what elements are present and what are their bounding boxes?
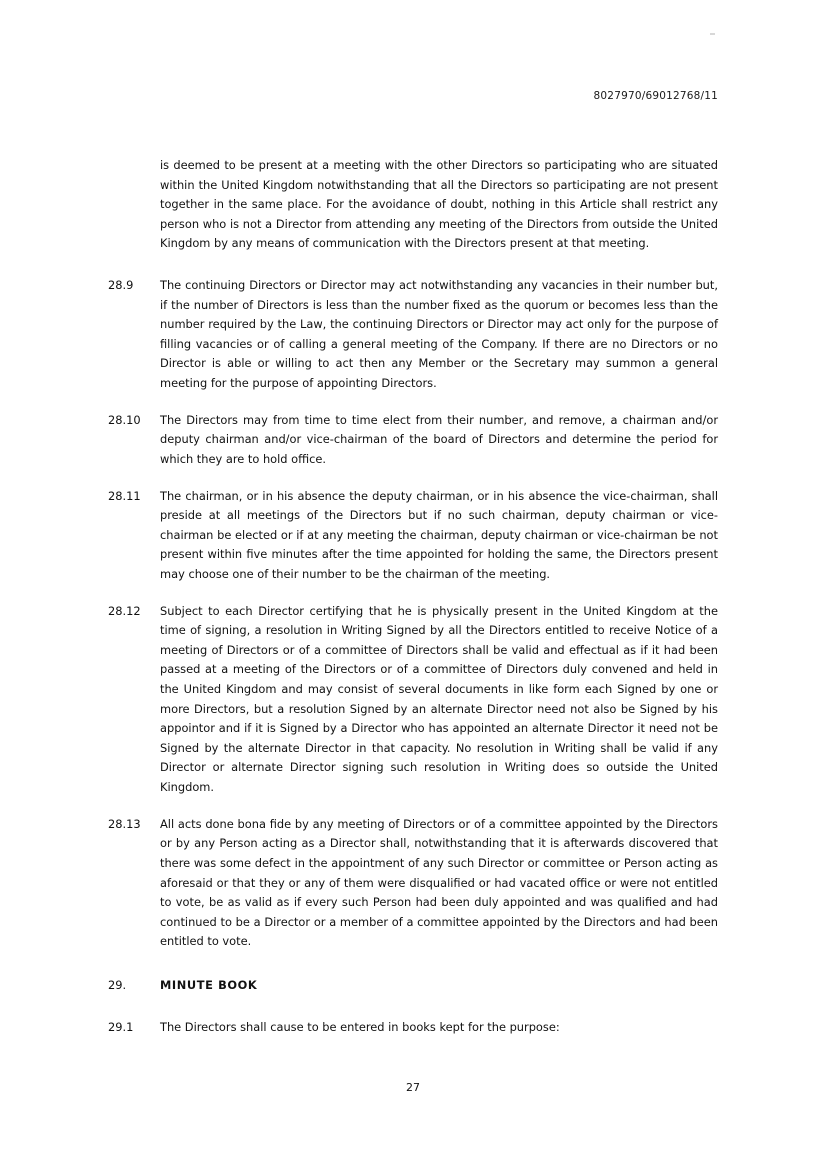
section-number: 29. [108, 977, 127, 992]
clause-number: 28.12 [108, 603, 141, 618]
clause-number: 28.9 [108, 278, 134, 293]
clause-text: The chairman, or in his absence the deputy chairman, or in his absence the vice-chairman, shall preside at all meetings of the Directors but if no such chairman, deputy chairman or vice-chairman be elected or if at any meeting the chairman, deputy chairman or vice-chairman be not present within five minutes after the time appointed for holding the same, the Directors present may choose one of their number to be the chairman of the meeting. [160, 488, 718, 581]
scan-speck [710, 33, 715, 35]
clause-28-11 [108, 487, 718, 585]
document-reference: 8027970/69012768/11 [593, 90, 718, 102]
clause-text: is deemed to be present at a meeting with the other Directors so participating who are situated within the United Kingdom notwithstanding that all the Directors so participating are not present together in the same place. For the avoidance of doubt, nothing in this Article shall restrict any person who is not a Director from attending any meeting of the Directors from outside the United Kingdom by any means of communication with the Directors present at that meeting. [160, 158, 718, 251]
clause-text: The Directors shall cause to be entered in books kept for the purpose: [160, 1019, 560, 1034]
clause-29-1 [108, 1018, 718, 1038]
clause-number: 28.10 [108, 412, 141, 427]
clause-number: 29.1 [108, 1019, 134, 1034]
document-content [108, 156, 718, 1054]
clause-number: 28.13 [108, 816, 141, 831]
clause-28-9 [108, 276, 718, 394]
clause-text: The Directors may from time to time elect from their number, and remove, a chairman and/or deputy chairman and/or vice-chairman of the board of Directors and determine the period for which they are to hold office. [160, 412, 718, 466]
clause-28-10 [108, 411, 718, 470]
clause-text: Subject to each Director certifying that he is physically present in the United Kingdom at the time of signing, a resolution in Writing Signed by all the Directors entitled to receive Notice of a meeting of Directors or of a committee of Directors shall be valid and effectual as if it had been passed at a meeting of the Directors or of a committee of Directors duly convened and held in the United Kingdom and may consist of several documents in like form each Signed by one or more Directors, but a resolution Signed by an alternate Director need not also be Signed by his appointor and if it is Signed by a Director who has appointed an alternate Director it need not be Signed by the alternate Director in that capacity. No resolution in Writing shall be valid if any Director or alternate Director signing such resolution in Writing does so outside the United Kingdom. [160, 603, 718, 795]
clause-28-12 [108, 602, 718, 798]
paragraph-continuation [108, 156, 718, 254]
section-heading-29 [108, 976, 718, 996]
page-number: 27 [406, 1081, 420, 1094]
clause-text: The continuing Directors or Director may act notwithstanding any vacancies in their number but, if the number of Directors is less than the number fixed as the quorum or becomes less than the number required by the Law, the continuing Directors or Director may act only for the purpose of filling vacancies or of calling a general meeting of the Company. If there are no Directors or no Director is able or willing to act then any Member or the Secretary may summon a general meeting for the purpose of appointing Directors. [160, 278, 718, 391]
section-title: MINUTE BOOK [160, 977, 258, 992]
clause-28-13 [108, 815, 718, 952]
clause-text: All acts done bona fide by any meeting of Directors or of a committee appointed by the Directors or by any Person acting as a Director shall, notwithstanding that it is afterwards discovered that there was some defect in the appointment of any such Director or committee or Person acting as aforesaid or that they or any of them were disqualified or had vacated office or were not entitled to vote, be as valid as if every such Person had been duly appointed and was qualified and had continued to be a Director or a member of a committee appointed by the Directors and had been entitled to vote. [160, 816, 718, 949]
clause-number: 28.11 [108, 488, 141, 503]
